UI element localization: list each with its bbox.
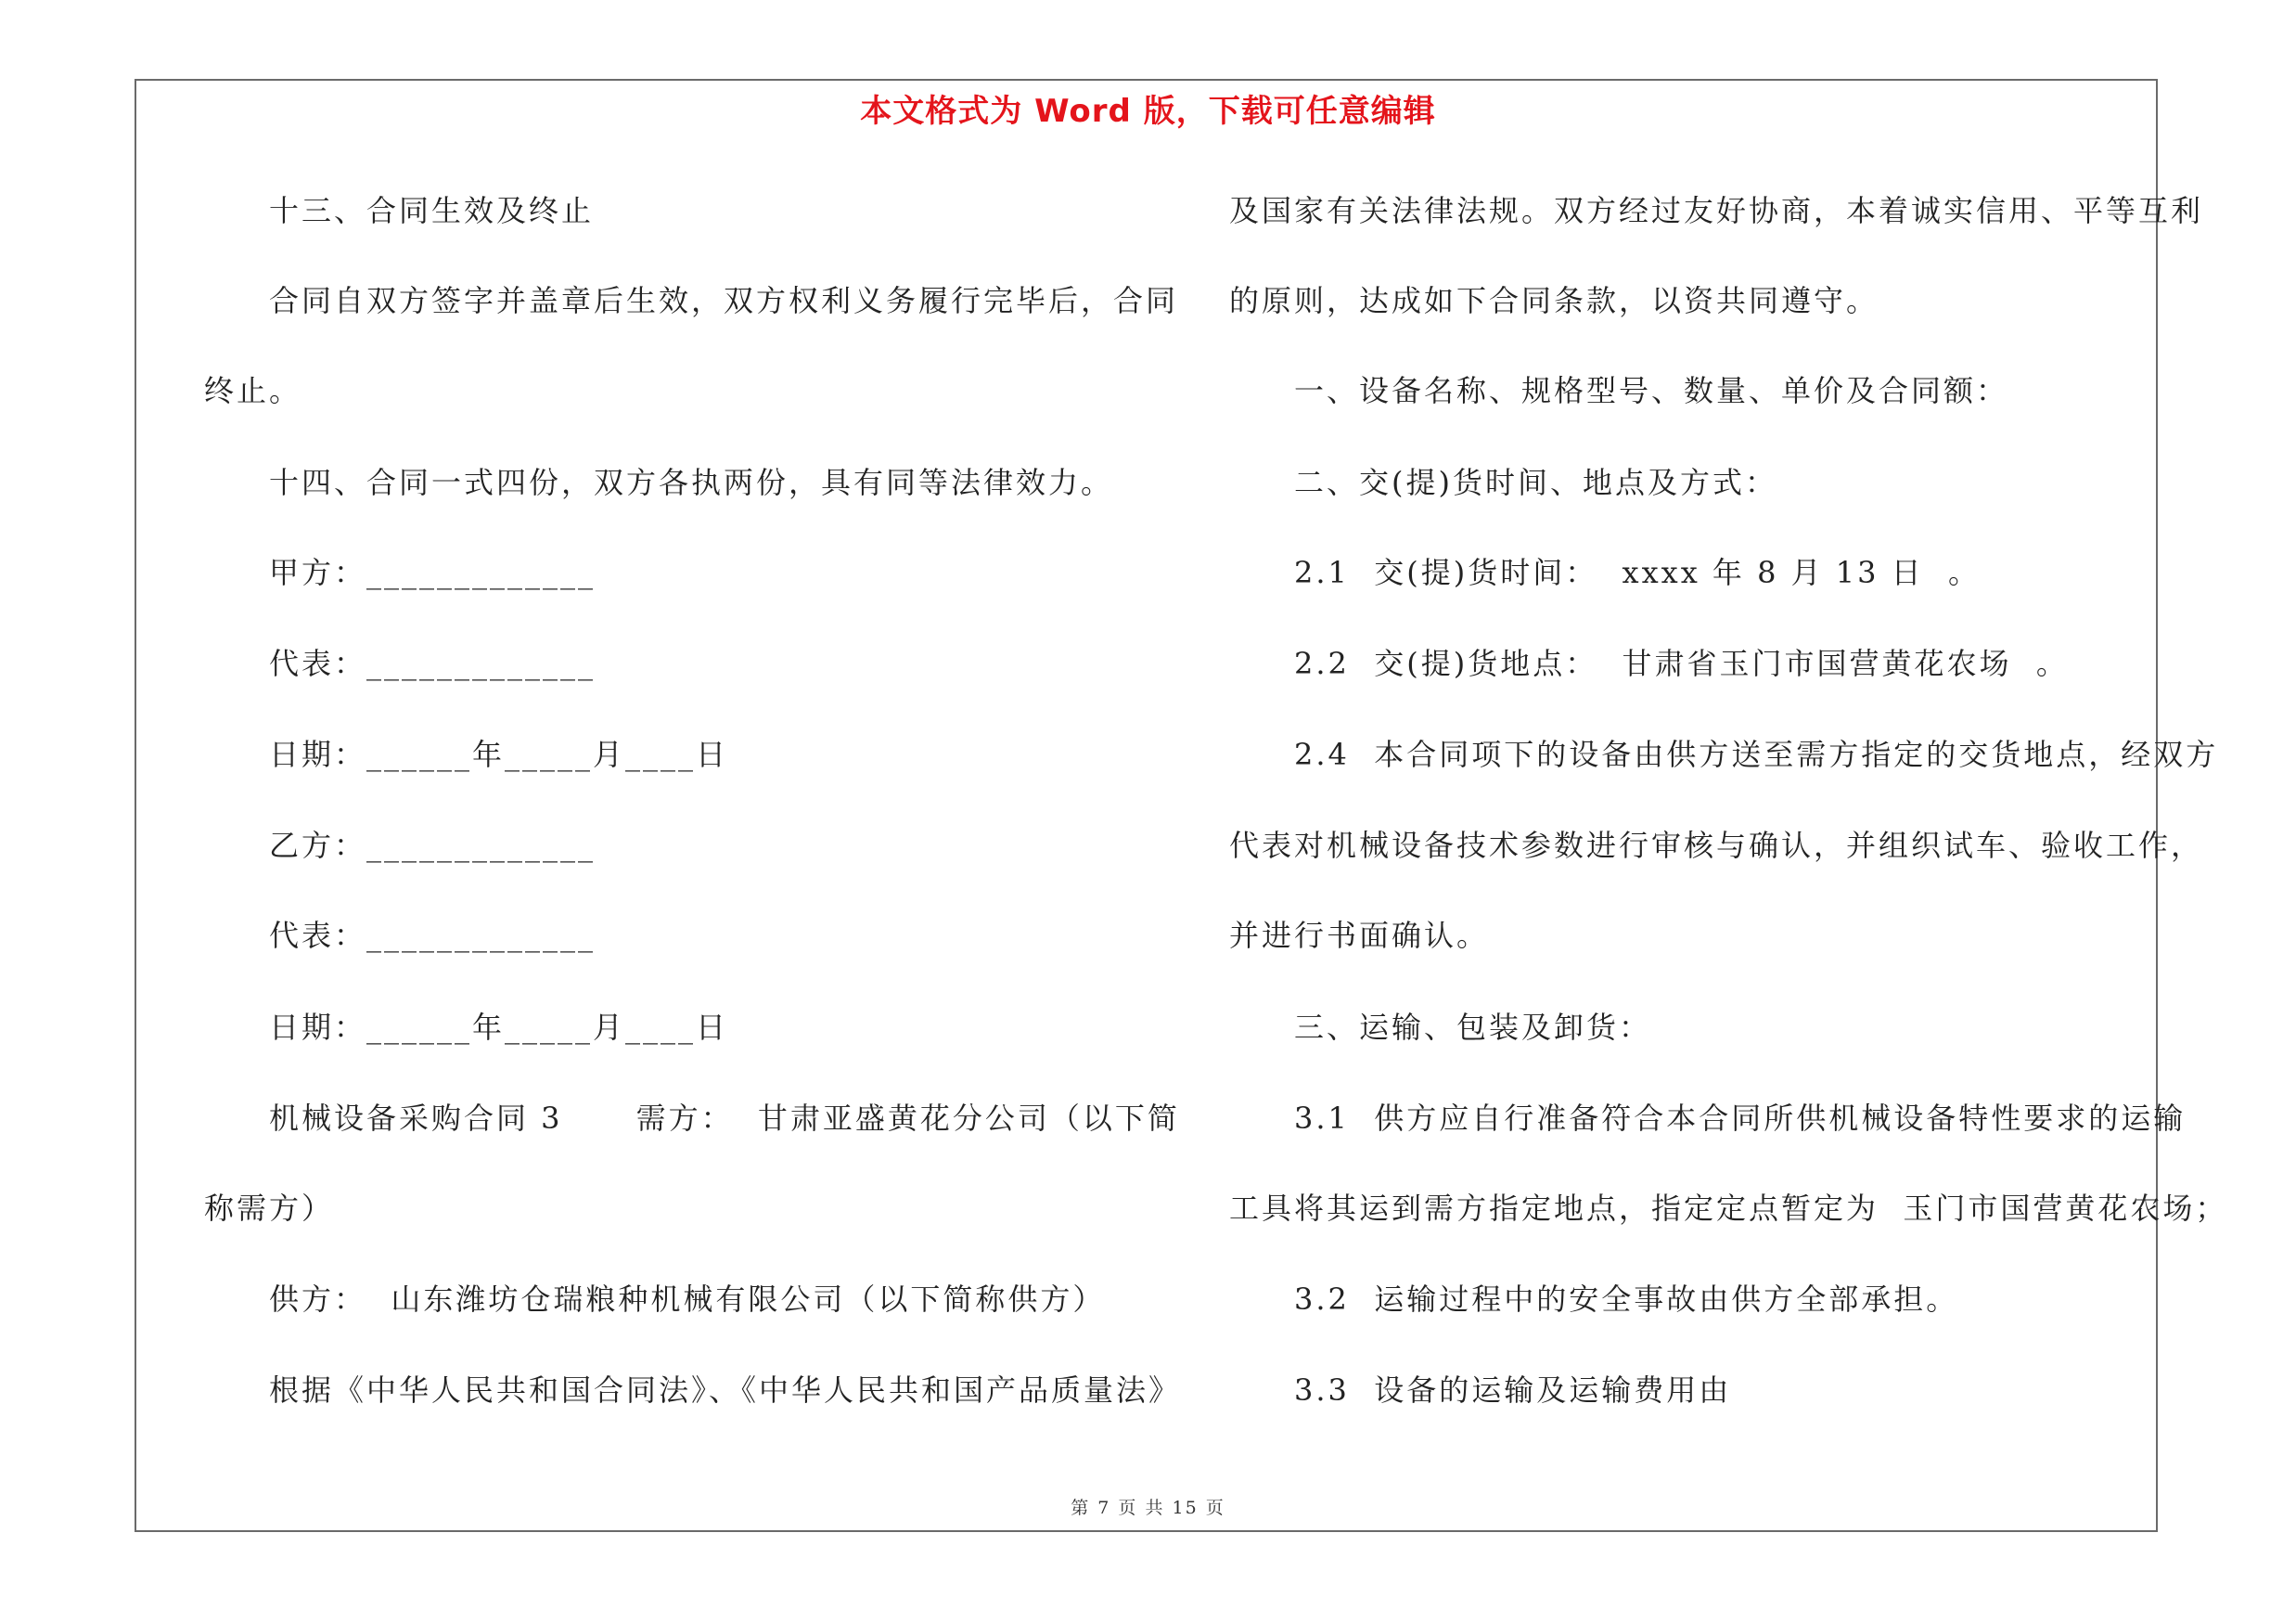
paragraph-line: 代表对机械设备技术参数进行审核与确认，并组织试车、验收工作， [1229, 828, 2204, 863]
paragraph-line: 2.2 交(提)货地点： 甘肃省玉门市国营黄花农场 。 [1294, 646, 2069, 681]
paragraph-line: 合同自双方签字并盖章后生效，双方权利义务履行完毕后，合同 [269, 283, 1179, 318]
paragraph-line: 的原则，达成如下合同条款，以资共同遵守。 [1229, 283, 1879, 318]
paragraph-line: 3.3 设备的运输及运输费用由 [1294, 1372, 1732, 1408]
header-banner: 本文格式为 Word 版，下载可任意编辑 [860, 93, 1436, 130]
page-number-footer: 第 7 页 共 15 页 [1071, 1498, 1225, 1518]
paragraph-line: 2.1 交(提)货时间： xxxx 年 8 月 13 日 。 [1294, 555, 1982, 590]
paragraph-line: 3.1 供方应自行准备符合本合同所供机械设备特性要求的运输 [1294, 1101, 2187, 1136]
paragraph-line: 根据《中华人民共和国合同法》、《中华人民共和国产品质量法》 [269, 1372, 1182, 1408]
paragraph-line: 十三、合同生效及终止 [269, 193, 595, 228]
paragraph-line: 十四、合同一式四份，双方各执两份，具有同等法律效力。 [269, 465, 1114, 500]
paragraph-line: 称需方） [204, 1191, 335, 1226]
signature-line-date: 日期：______年_____月____日 [269, 1010, 729, 1045]
signature-line-date: 日期：______年_____月____日 [269, 737, 729, 772]
section-heading: 一、设备名称、规格型号、数量、单价及合同额： [1294, 373, 2009, 408]
signature-line-representative: 代表：_____________ [269, 646, 596, 681]
paragraph-line: 终止。 [204, 373, 302, 408]
paragraph-line: 机械设备采购合同 3 需方： 甘肃亚盛黄花分公司（以下简 [269, 1101, 1180, 1136]
paragraph-line: 工具将其运到需方指定地点，指定定点暂定为 玉门市国营黄花农场； [1229, 1191, 2228, 1226]
paragraph-line: 并进行书面确认。 [1229, 918, 1490, 953]
section-heading: 二、交(提)货时间、地点及方式： [1294, 465, 1777, 500]
paragraph-line: 3.2 运输过程中的安全事故由供方全部承担。 [1294, 1282, 1959, 1317]
signature-line-party-a: 甲方：_____________ [269, 555, 596, 590]
section-heading: 三、运输、包装及卸货： [1294, 1010, 1652, 1045]
signature-line-representative: 代表：_____________ [269, 918, 596, 953]
signature-line-party-b: 乙方：_____________ [269, 828, 596, 863]
paragraph-line: 供方： 山东潍坊仓瑞粮种机械有限公司（以下简称供方） [269, 1282, 1106, 1317]
paragraph-line: 2.4 本合同项下的设备由供方送至需方指定的交货地点，经双方 [1294, 737, 2219, 772]
paragraph-line: 及国家有关法律法规。双方经过友好协商，本着诚实信用、平等互利 [1229, 193, 2204, 228]
